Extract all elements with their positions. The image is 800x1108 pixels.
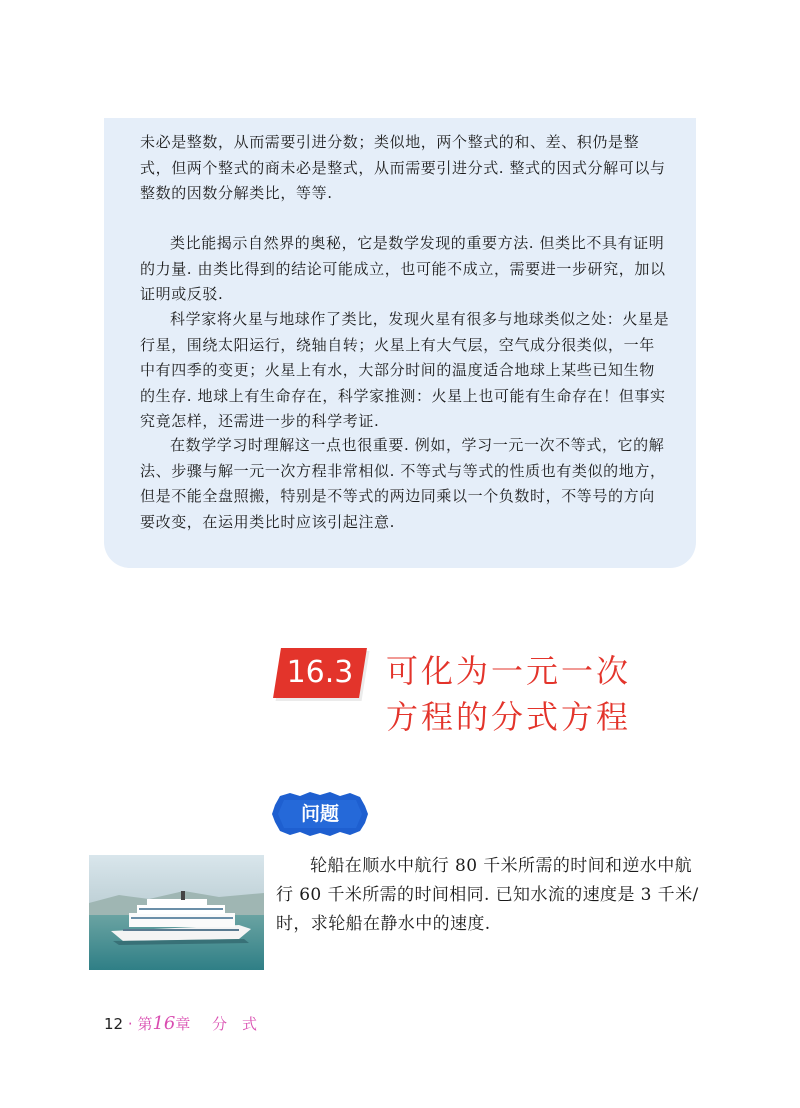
panel-paragraph-3: 科学家将火星与地球作了类比，发现火星有很多与地球类似之处：火星是行星，围绕太阳运行，绕轴自转；火星上有大气层，空气成分很类似，一年中有四季的变更；火星上有水，大部分时间的温度适合地球上某些已知生物的生存. 地球上有生命存在，科学家推测：火星上也可能有生命存在！但事实究竟怎样，还需进一步的科学考证. — [140, 310, 670, 430]
section-title — [386, 648, 631, 740]
panel-paragraph-2: 类比能揭示自然界的奥秘，它是数学发现的重要方法. 但类比不具有证明的力量. 由类比得到的结论可能成立，也可能不成立，需要进一步研究，加以证明或反驳. — [140, 234, 666, 303]
section-number: 16.3 — [286, 655, 354, 690]
chapter-name: 分 式 — [211, 1015, 257, 1033]
page-footer — [104, 1014, 257, 1034]
section-title-line-2: 方程的分式方程 — [386, 698, 632, 736]
chapter-suffix: 章 — [175, 1015, 191, 1033]
page-number: 12 — [104, 1015, 124, 1033]
footer-dot: · — [127, 1015, 133, 1033]
reading-panel — [104, 118, 696, 568]
panel-paragraph-1: 未必是整数，从而需要引进分数；类似地，两个整式的和、差、积仍是整式，但两个整式的商未必是整式，从而需要引进分式. 整式的因式分解可以与整数的因数分解类比，等等. — [140, 133, 666, 202]
problem-badge — [270, 790, 370, 838]
chapter-number: 16 — [152, 1013, 176, 1034]
section-title-line-1: 可化为一元一次 — [386, 652, 632, 690]
ship-illustration-icon — [89, 855, 264, 970]
problem-badge-label: 问题 — [300, 803, 339, 825]
chapter-prefix: 第 — [137, 1015, 153, 1033]
panel-paragraph-4: 在数学学习时理解这一点也很重要. 例如，学习一元一次不等式，它的解法、步骤与解一元一次方程非常相似. 不等式与等式的性质也有类似的地方，但是不能全盘照搬，特别是不等式的两边同乘以一个负数时，不等号的方向要改变，在运用类比时应该引起注意. — [140, 436, 666, 531]
section-number-badge — [273, 648, 367, 698]
problem-text: 轮船在顺水中航行 80 千米所需的时间和逆水中航行 60 千米所需的时间相同. 已知水流的速度是 3 千米/时，求轮船在静水中的速度. — [276, 856, 699, 934]
cruise-ship-photo — [89, 855, 264, 970]
